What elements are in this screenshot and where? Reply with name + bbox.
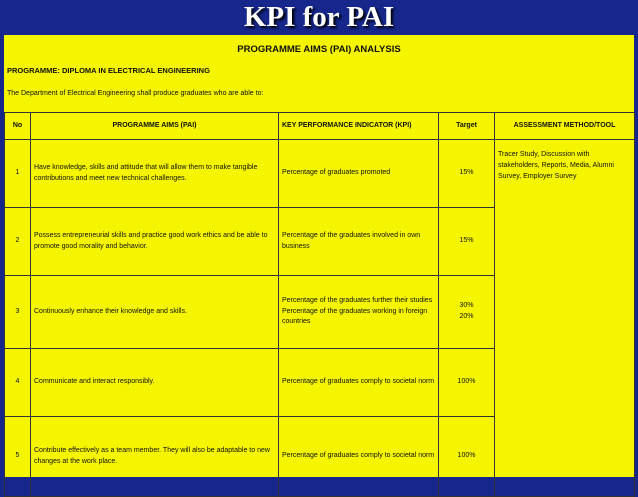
row-aim: Contribute effectively as a team member. They will also be adaptable to new changes at the work place. xyxy=(31,417,279,497)
row-target: 30% xyxy=(459,302,474,310)
kpi-table xyxy=(4,112,635,497)
row-number: 2 xyxy=(5,208,31,276)
row-kpi: Percentage of graduates promoted xyxy=(279,140,439,208)
row-method: Tracer Study, Discussion with stakeholders, Reports, Media, Alumni Survey, Employer Survey xyxy=(495,140,635,497)
row-kpi-cell xyxy=(279,276,439,349)
row-aim: Communicate and interact responsibly. xyxy=(31,349,279,417)
row-target: 15% xyxy=(439,208,495,276)
row-target: 15% xyxy=(439,140,495,208)
sheet-title: PROGRAMME AIMS (PAI) ANALYSIS xyxy=(237,44,401,55)
row-kpi: Percentage of the graduates further their studies xyxy=(282,296,433,304)
row-kpi: Percentage of graduates comply to societal norm xyxy=(279,417,439,497)
row-number: 4 xyxy=(5,349,31,417)
pai-analysis-sheet xyxy=(4,35,634,477)
row-target-secondary: 20% xyxy=(459,313,474,320)
table-header-row xyxy=(5,113,635,140)
col-header-method: ASSESSMENT METHOD/TOOL xyxy=(495,113,635,140)
col-header-kpi: KEY PERFORMANCE INDICATOR (KPI) xyxy=(279,113,439,140)
programme-label: PROGRAMME: DIPLOMA IN ELECTRICAL ENGINEERING xyxy=(7,66,210,75)
department-statement: The Department of Electrical Engineering shall produce graduates who are able to: xyxy=(7,90,264,97)
row-aim: Continuously enhance their knowledge and skills. xyxy=(31,276,279,349)
row-number: 1 xyxy=(5,140,31,208)
table-row xyxy=(5,140,635,208)
row-number: 5 xyxy=(5,417,31,497)
row-number: 3 xyxy=(5,276,31,349)
row-aim: Possess entrepreneurial skills and practice good work ethics and be able to promote good morality and behavior. xyxy=(31,208,279,276)
row-target: 100% xyxy=(439,349,495,417)
row-target-cell xyxy=(439,276,495,349)
col-header-target: Target xyxy=(439,113,495,140)
col-header-aims: PROGRAMME AIMS (PAI) xyxy=(31,113,279,140)
col-header-no: No xyxy=(5,113,31,140)
slide-title: KPI for PAI xyxy=(243,1,395,33)
row-target: 100% xyxy=(439,417,495,497)
row-kpi-secondary: Percentage of the graduates working in foreign countries xyxy=(282,307,428,326)
row-aim: Have knowledge, skills and attitude that will allow them to make tangible contributions and meet new technical challenges. xyxy=(31,140,279,208)
row-kpi: Percentage of graduates comply to societal norm xyxy=(279,349,439,417)
row-kpi: Percentage of the graduates involved in own business xyxy=(279,208,439,276)
